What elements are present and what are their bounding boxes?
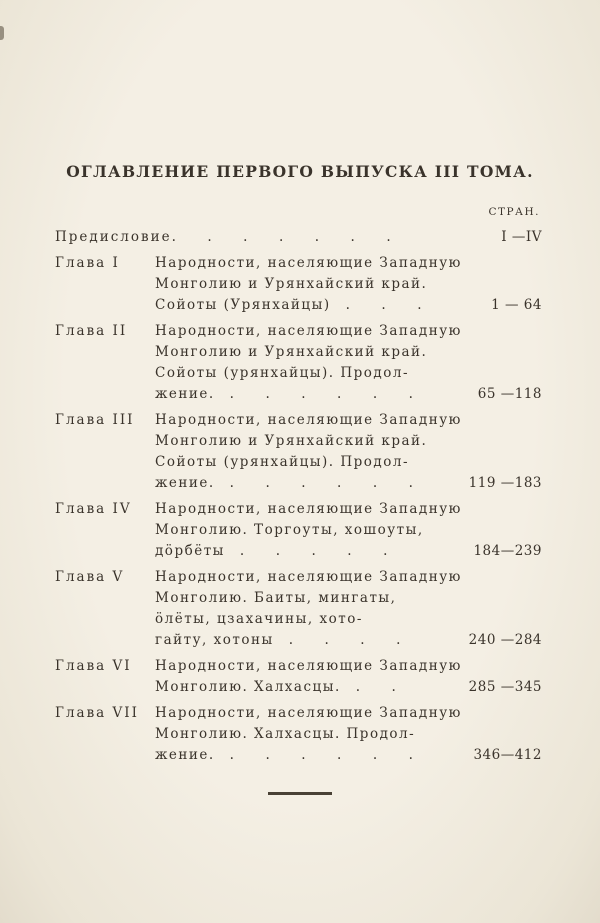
chapter-description <box>155 410 462 494</box>
description-line: . . . . . . . <box>171 229 393 245</box>
chapter-label: Глава IV <box>55 501 132 517</box>
pages-column-header: СТРАН. <box>488 206 540 218</box>
description-line: Монголию и Урянхайский край. <box>155 433 428 449</box>
page-range: I —IV <box>501 229 542 245</box>
scan-artifact <box>0 26 4 40</box>
chapter-description <box>155 703 462 766</box>
description-line: гайту, хотоны . . . . <box>155 632 402 648</box>
description-line: жение. . . . . . . <box>155 747 415 763</box>
toc-entry <box>55 499 542 562</box>
description-line: Народности, населяющие Западную <box>155 255 462 271</box>
page-range: 65 —118 <box>477 386 542 402</box>
page-range: 285 —345 <box>468 679 542 695</box>
description-line: Монголию. Халхасцы. Продол- <box>155 726 416 742</box>
page-range: 346—412 <box>473 747 542 763</box>
chapter-description <box>172 227 454 248</box>
toc-entry <box>55 227 542 248</box>
description-line: Народности, населяющие Западную <box>155 323 462 339</box>
toc-entry <box>55 321 542 405</box>
end-rule <box>268 792 332 795</box>
page-range: 119 —183 <box>468 475 542 491</box>
description-line: Монголию и Урянхайский край. <box>155 276 428 292</box>
description-line: Народности, населяющие Западную <box>155 705 462 721</box>
description-line: Народности, населяющие Западную <box>155 569 462 585</box>
chapter-label: Глава III <box>55 412 135 428</box>
toc-entry <box>55 656 542 698</box>
page-range: 240 —284 <box>468 632 542 648</box>
description-line: жение. . . . . . . <box>155 475 415 491</box>
chapter-label: Глава V <box>55 569 125 585</box>
toc-entry <box>55 410 542 494</box>
chapter-label: Глава VII <box>55 705 139 721</box>
toc-entry <box>55 567 542 651</box>
toc-entry <box>55 253 542 316</box>
toc-entry <box>55 703 542 766</box>
description-line: жение. . . . . . . <box>155 386 415 402</box>
description-line: Народности, населяющие Западную <box>155 501 462 517</box>
description-line: Народности, населяющие Западную <box>155 658 462 674</box>
description-line: дöрбёты . . . . . <box>155 543 389 559</box>
description-line: Сойоты (Урянхайцы) . . . <box>155 297 423 313</box>
chapter-description <box>155 321 462 405</box>
description-line: Монголию и Урянхайский край. <box>155 344 428 360</box>
chapter-description <box>155 567 462 651</box>
description-line: Монголию. Торгоуты, хошоуты, <box>155 522 424 538</box>
description-line: Монголию. Халхасцы. . . <box>155 679 398 695</box>
page-range: 184—239 <box>473 543 542 559</box>
description-line: Сойоты (урянхайцы). Продол- <box>155 365 410 381</box>
table-of-contents <box>55 227 542 771</box>
chapter-label: Предисловие <box>55 229 172 245</box>
chapter-description <box>155 253 462 316</box>
chapter-description <box>155 499 462 562</box>
description-line: Народности, населяющие Западную <box>155 412 462 428</box>
chapter-description <box>155 656 462 698</box>
page-range: 1 — 64 <box>491 297 542 313</box>
description-line: öлёты, цзахачины, хото- <box>155 611 363 627</box>
description-line: Сойоты (урянхайцы). Продол- <box>155 454 410 470</box>
page-title: ОГЛАВЛЕНИЕ ПЕРВОГО ВЫПУСКА III ТОМА. <box>66 162 534 181</box>
description-line: Монголию. Баиты, мингаты, <box>155 590 397 606</box>
chapter-label: Глава I <box>55 255 120 271</box>
chapter-label: Глава II <box>55 323 128 339</box>
chapter-label: Глава VI <box>55 658 132 674</box>
